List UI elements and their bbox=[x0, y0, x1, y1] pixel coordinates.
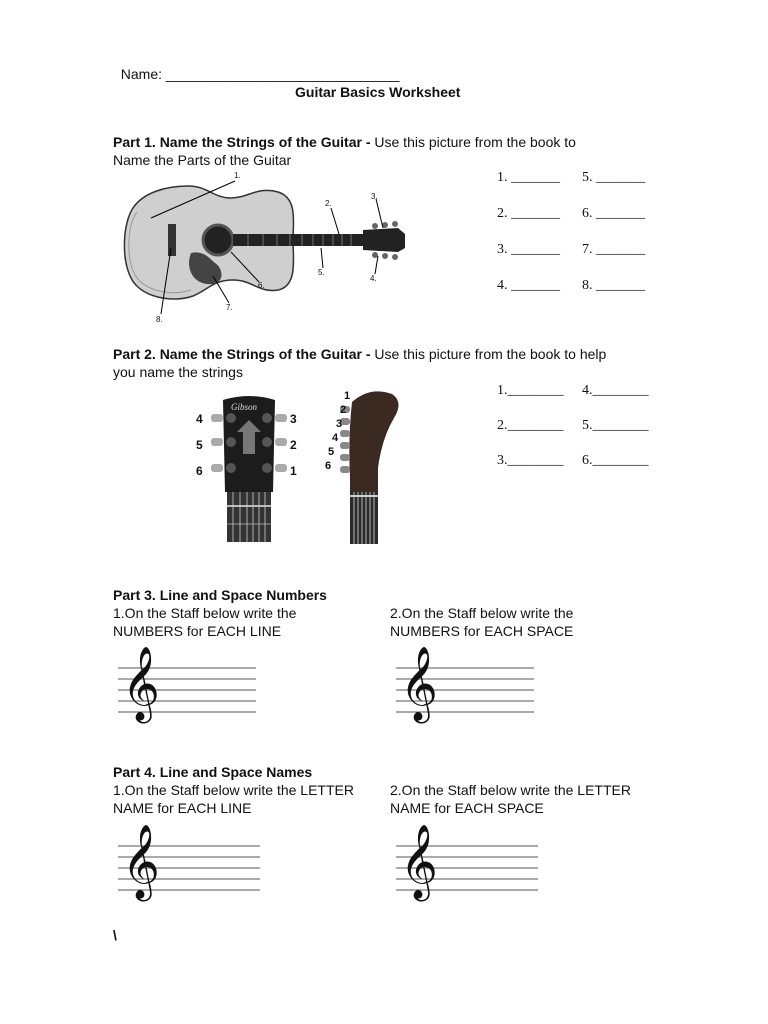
strat-string-label-2: 2 bbox=[340, 404, 347, 416]
part4-right-instruction-b: NAME for EACH SPACE bbox=[390, 800, 544, 816]
part1-answer-7[interactable]: 7. _______ bbox=[582, 242, 645, 257]
part1-answer-8[interactable]: 8. _______ bbox=[582, 278, 645, 293]
part1-answer-6[interactable]: 6. _______ bbox=[582, 206, 645, 221]
strat-headstock-image bbox=[322, 388, 410, 552]
part4-left-instruction-b: NAME for EACH LINE bbox=[113, 800, 252, 816]
callout-3: 3. bbox=[371, 192, 378, 201]
left-tuner-label-mid: 5 bbox=[196, 438, 203, 452]
name-line bbox=[113, 47, 400, 83]
callout-6: 6. bbox=[258, 281, 265, 290]
part3-heading: Part 3. Line and Space Numbers bbox=[113, 587, 327, 603]
part4-heading: Part 4. Line and Space Names bbox=[113, 764, 313, 780]
left-tuner-label-top: 4 bbox=[196, 412, 203, 426]
treble-clef-icon: 𝄞 bbox=[400, 647, 438, 721]
part2-instructions bbox=[113, 345, 606, 363]
right-tuner-label-mid: 2 bbox=[290, 438, 297, 452]
part1-answer-5[interactable]: 5. _______ bbox=[582, 170, 645, 185]
name-label: Name: bbox=[120, 66, 166, 82]
part4-left-instruction-a: 1.On the Staff below write the LETTER bbox=[113, 782, 354, 798]
treble-clef-icon: 𝄞 bbox=[122, 647, 160, 721]
treble-clef-icon: 𝄞 bbox=[122, 825, 160, 899]
strat-string-label-1: 1 bbox=[344, 390, 351, 402]
part1-answer-4[interactable]: 4. _______ bbox=[497, 278, 560, 293]
callout-4: 4. bbox=[370, 274, 377, 283]
part1-answer-2[interactable]: 2. _______ bbox=[497, 206, 560, 221]
callout-2: 2. bbox=[325, 199, 332, 208]
part2-answer-6[interactable]: 6.________ bbox=[582, 453, 649, 468]
part1-heading: Part 1. Name the Strings of the Guitar - bbox=[113, 134, 375, 150]
callout-7: 7. bbox=[226, 303, 233, 312]
strat-string-label-6: 6 bbox=[325, 460, 332, 472]
part2-answer-2[interactable]: 2.________ bbox=[497, 418, 564, 433]
name-blank[interactable]: ______________________________ bbox=[165, 66, 400, 82]
strat-string-label-3: 3 bbox=[336, 418, 343, 430]
gibson-headstock-drawing bbox=[193, 392, 305, 552]
part3-right-instruction-a: 2.On the Staff below write the bbox=[390, 605, 574, 621]
part2-answer-3[interactable]: 3.________ bbox=[497, 453, 564, 468]
part2-answer-4[interactable]: 4.________ bbox=[582, 383, 649, 398]
callout-1: 1. bbox=[234, 171, 241, 180]
part2-instruction-a: Use this picture from the book to help bbox=[374, 346, 607, 362]
treble-clef-icon: 𝄞 bbox=[400, 825, 438, 899]
staff-spaces-letters[interactable] bbox=[396, 826, 542, 910]
part3-left-instruction-b: NUMBERS for EACH LINE bbox=[113, 623, 282, 639]
part1-instructions bbox=[113, 133, 576, 151]
acoustic-guitar-drawing bbox=[113, 168, 413, 328]
right-tuner-label-top: 3 bbox=[290, 412, 297, 426]
part2-answer-5[interactable]: 5.________ bbox=[582, 418, 649, 433]
part3-left-instruction-a: 1.On the Staff below write the bbox=[113, 605, 297, 621]
footer-mark: \ bbox=[113, 927, 117, 943]
acoustic-guitar-image bbox=[113, 168, 413, 328]
part1-answer-3[interactable]: 3. _______ bbox=[497, 242, 560, 257]
left-tuner-label-bottom: 6 bbox=[196, 464, 203, 478]
callout-8: 8. bbox=[156, 315, 163, 324]
staff-spaces-numbers[interactable] bbox=[396, 648, 538, 732]
part1-answer-1[interactable]: 1. _______ bbox=[497, 170, 560, 185]
part1-instruction-a: Use this picture from the book to bbox=[374, 134, 576, 150]
staff-lines-letters[interactable] bbox=[118, 826, 264, 910]
callout-5: 5. bbox=[318, 268, 325, 277]
part2-answer-1[interactable]: 1.________ bbox=[497, 383, 564, 398]
strat-string-label-5: 5 bbox=[328, 446, 335, 458]
worksheet-title: Guitar Basics Worksheet bbox=[295, 84, 461, 100]
part2-instruction-b: you name the strings bbox=[113, 364, 243, 380]
part4-right-instruction-a: 2.On the Staff below write the LETTER bbox=[390, 782, 631, 798]
part2-heading: Part 2. Name the Strings of the Guitar - bbox=[113, 346, 375, 362]
staff-lines-numbers[interactable] bbox=[118, 648, 260, 732]
headstock-brand-logo: Gibson bbox=[231, 402, 258, 412]
part1-instruction-b: Name the Parts of the Guitar bbox=[113, 152, 292, 168]
right-tuner-label-bottom: 1 bbox=[290, 464, 297, 478]
strat-string-label-4: 4 bbox=[332, 432, 339, 444]
strat-headstock-drawing bbox=[322, 388, 410, 552]
gibson-headstock-image bbox=[193, 392, 305, 552]
part3-right-instruction-b: NUMBERS for EACH SPACE bbox=[390, 623, 574, 639]
